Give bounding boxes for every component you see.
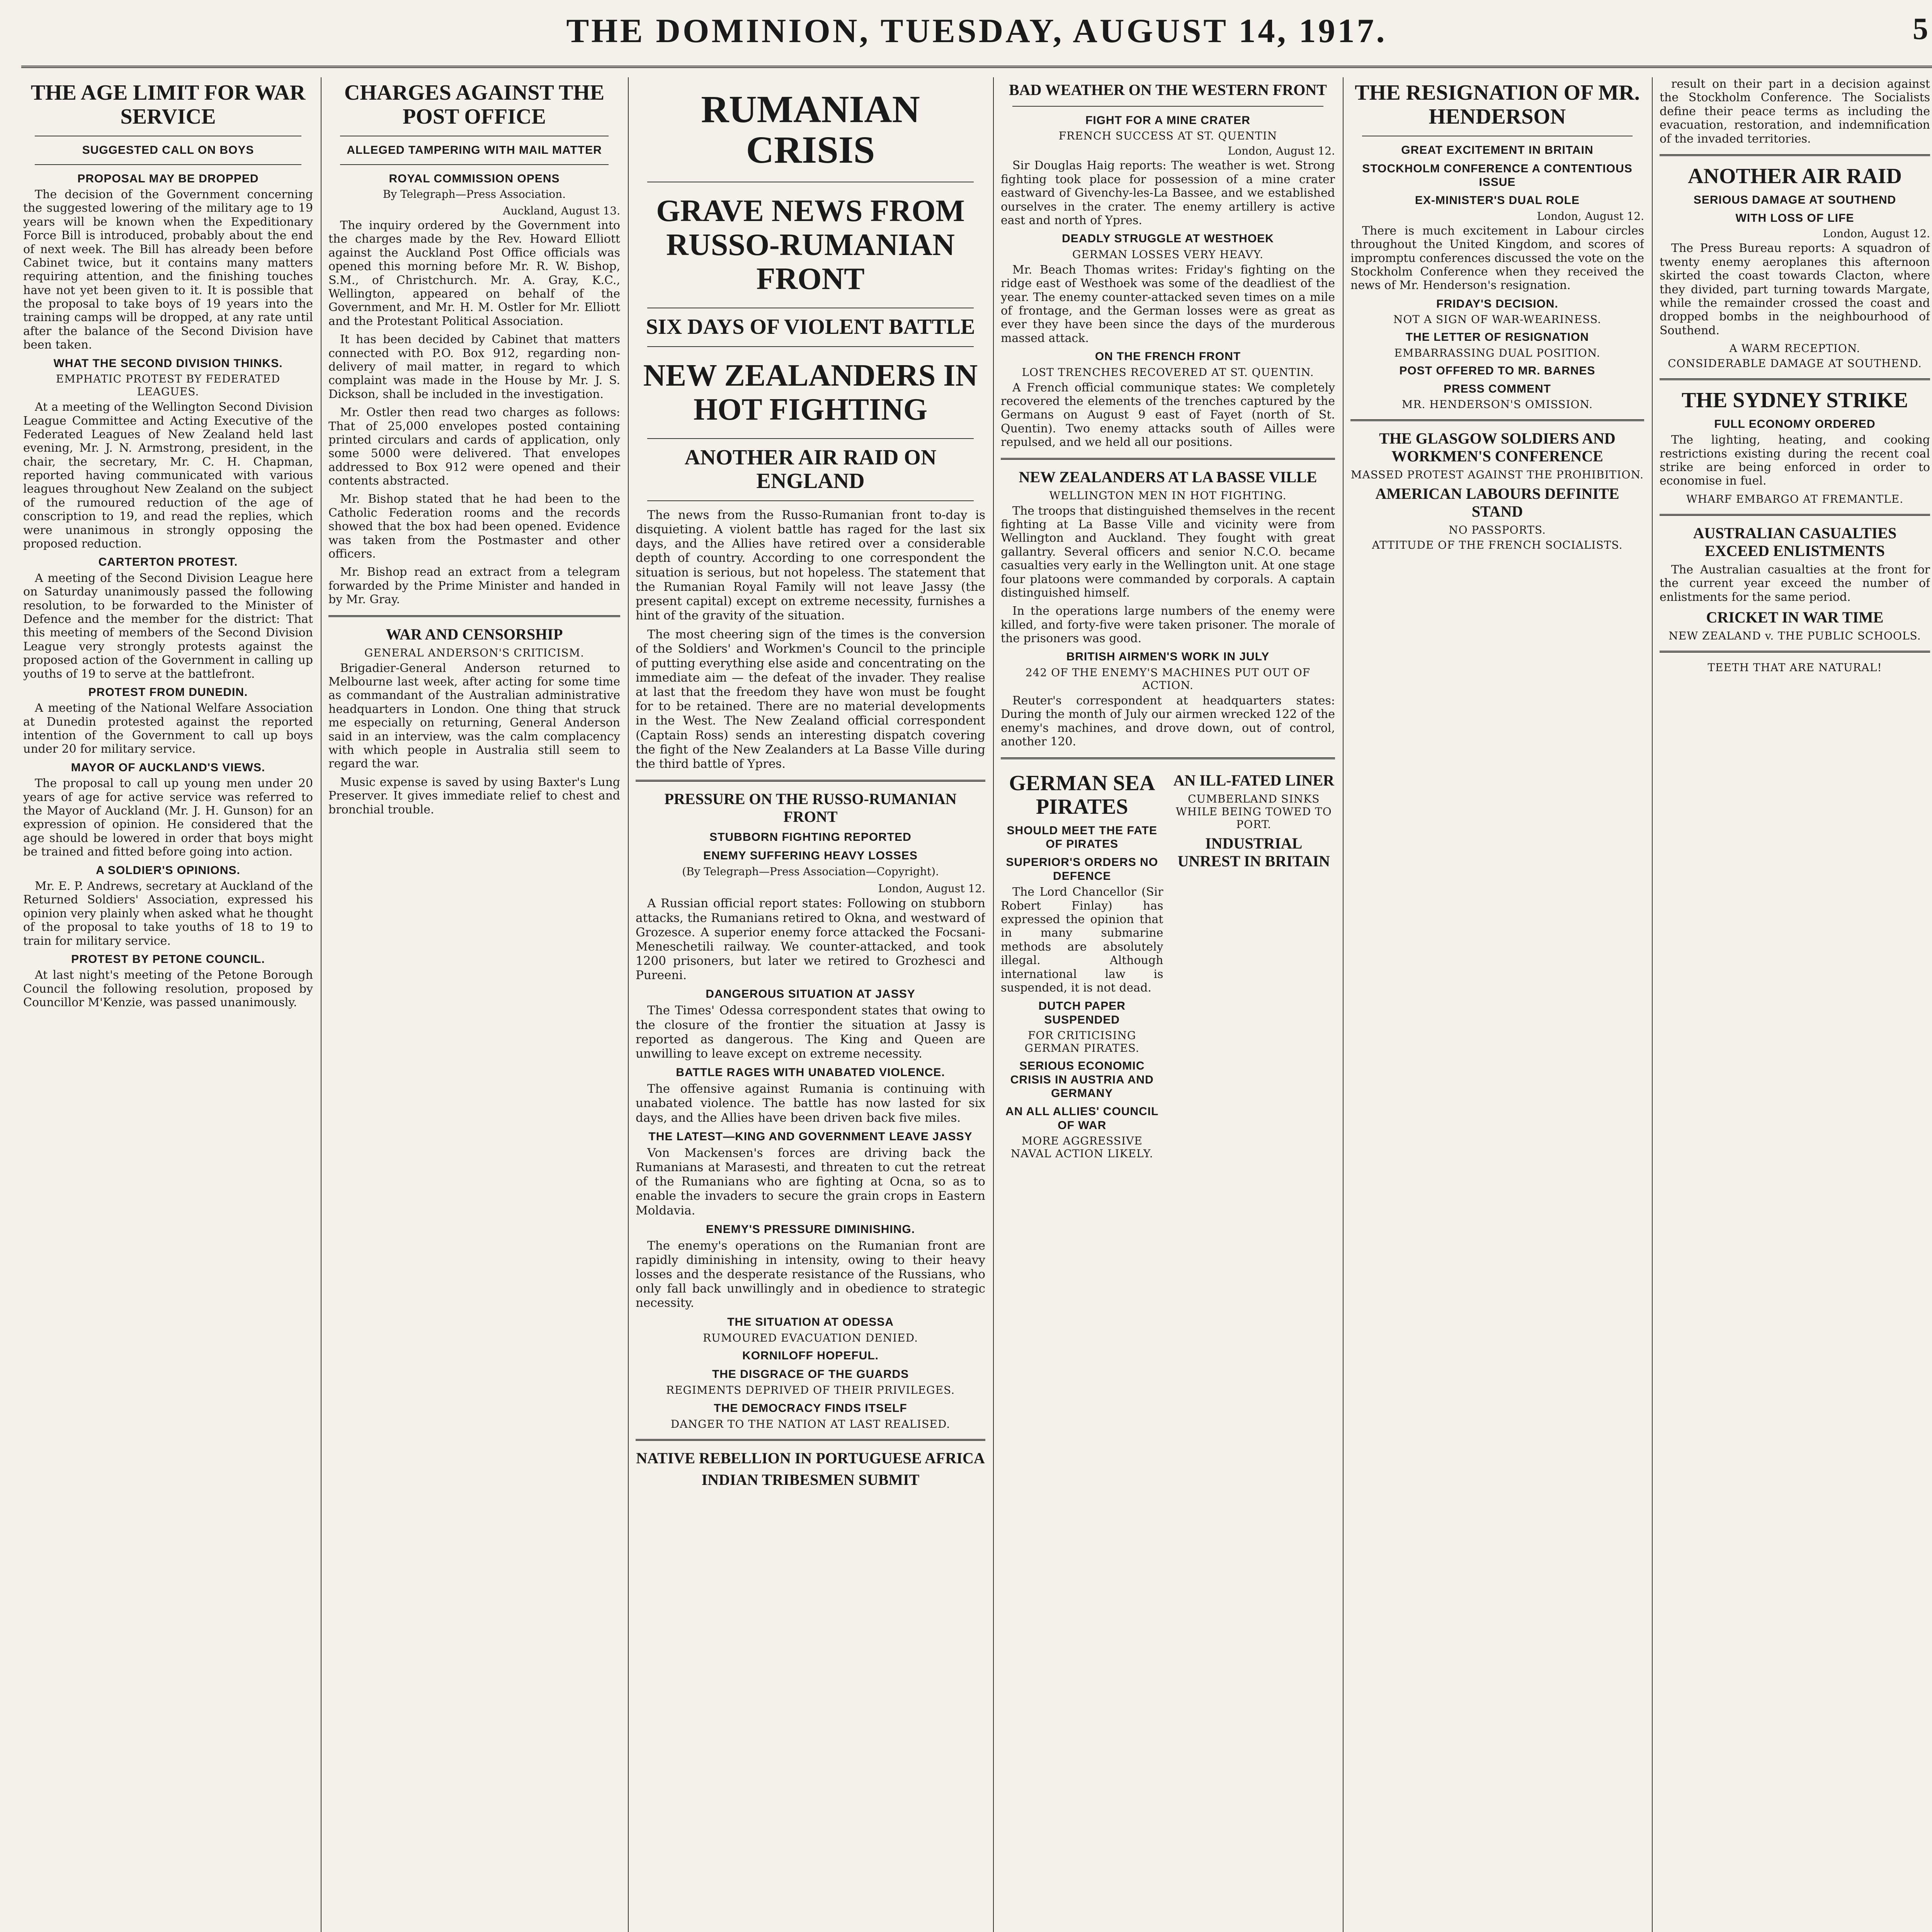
subhead: MORE AGGRESSIVE NAVAL ACTION LIKELY. — [1010, 1134, 1153, 1160]
article-text: A French official communique states: We completely recovered the elements of the trenches captured by the Germans on August 9 east of Fayet (north of St. Quentin). Two enemy attacks south of Ailles were repulsed, and we held all our positions. — [1001, 381, 1335, 449]
subhead: KORNILOFF HOPEFUL. — [742, 1349, 879, 1362]
subhead: MR. HENDERSON'S OMISSION. — [1401, 398, 1593, 411]
article-text: There is much excitement in Labour circles throughout the United Kingdom, and scores of impromptu conferences discussed the vote on the Stockholm Conference when they received the news of Mr. Henderson's resignation. — [1350, 224, 1644, 293]
article-text: It has been decided by Cabinet that matters connected with P.O. Box 912, regarding non-delivery of mail matter, in regard to which complaint was made in the House by Mr. J. S. Dickson, shall be included in the investigation. — [328, 333, 620, 401]
byline: By Telegraph—Press Association. — [383, 187, 566, 201]
column-air-raid — [1660, 77, 1930, 1932]
article-text: Mr. Ostler then read two charges as follows: That of 25,000 envelopes posted containing printed circulars and cards of application, only some 5000 were delivered. That envelopes addressed to Box 912 were opened and their contents abstracted. — [328, 406, 620, 488]
column-age-limit — [23, 77, 313, 1932]
main-headline: RUMANIAN CRISIS — [701, 88, 920, 171]
subhead: GREAT EXCITEMENT IN BRITAIN — [1401, 144, 1594, 157]
subhead: CONSIDERABLE DAMAGE AT SOUTHEND. — [1668, 357, 1922, 370]
article-text: Sir Douglas Haig reports: The weather is wet. Strong fighting took place for possession of a mine crater eastward of Givenchy-les-La Bassee, and we established ourselves in the crater. The enemy artillery is active east and north of Ypres. — [1001, 159, 1335, 228]
article-text: At a meeting of the Wellington Second Division League Committee and Acting Executive of the Federated Leagues of New Zealand held last evening, Mr. J. N. Armstrong, president, in the chair, the secretary, Mr. C. H. Chapman, reported having communicated with various leagues throughout New Zealand on the subject of the rumoured reduction of the age of conscription to 19, and read the replies, which were unanimous in strongly opposing the proposed reduction. — [23, 400, 313, 551]
article-text: The lighting, heating, and cooking restrictions existing during the recent coal strike are being enforced in order to economise in fuel. — [1660, 433, 1930, 488]
subhead: TEETH THAT ARE NATURAL! — [1708, 661, 1882, 674]
article-text: Von Mackensen's forces are driving back the Rumanians at Marasesti, and threaten to cut the retreat of the Rumanians who are fighting at Ocna, so as to enable the invaders to secure the grain crops in Eastern Moldavia. — [636, 1146, 985, 1218]
article-text: Music expense is saved by using Baxter's Lung Preserver. It gives immediate relief to chest and bronchial trouble. — [328, 775, 620, 816]
subhead: CUMBERLAND SINKS WHILE BEING TOWED TO PORT. — [1175, 792, 1332, 831]
dateline: Auckland, August 13. — [503, 204, 620, 217]
article-text: A meeting of the National Welfare Association at Dunedin protested against the reported intention of the Government to call up boys under 20 for military service. — [23, 701, 313, 756]
subhead: SUGGESTED CALL ON BOYS — [82, 144, 254, 157]
subhead: REGIMENTS DEPRIVED OF THEIR PRIVILEGES. — [666, 1384, 955, 1397]
subhead: LOST TRENCHES RECOVERED AT ST. QUENTIN. — [1022, 366, 1314, 379]
headline: THE RESIGNATION OF MR. HENDERSON — [1355, 81, 1640, 129]
article-text: Mr. Bishop read an extract from a telegram forwarded by the Prime Minister and handed in by Mr. Gray. — [328, 565, 620, 607]
article-text: The news from the Russo-Rumanian front to-day is disquieting. A violent battle has raged for the last six days, and the Allies have retired over a considerable depth of country. According to one correspondent the situation is serious, but not hopeless. The statement that the Rumanian Royal Family will not leave Jassy (the present capital) except on extreme necessity, furnishes a hint of the gravity of the situation. — [636, 508, 985, 623]
subhead: THE SITUATION AT ODESSA — [727, 1315, 894, 1328]
article-text: Mr. Bishop stated that he had been to the Catholic Federation rooms and the records showed that the box had been opened. Evidence was taken from the Postmaster and other officers. — [328, 492, 620, 561]
article-text: The Press Bureau reports: A squadron of twenty enemy aeroplanes this afternoon skirted the coast towards Clacton, where they divided, part turning towards Margate, while the remainder crossed the coast and dropped bombs in the neighbourhood of Southend. — [1660, 242, 1930, 337]
headline: ANOTHER AIR RAID — [1688, 164, 1902, 188]
article-text: A Russian official report states: Following on stubborn attacks, the Rumanians retired to Okna, and westward of Grozesce. A superior enemy force attacked the Focsani-Meneschetili railway. We counter-attacked, and took 1200 prisoners, but later we retired to Grozhesci and Pureeni. — [636, 896, 985, 983]
subhead: RUMOURED EVACUATION DENIED. — [703, 1331, 918, 1344]
article-text: The Lord Chancellor (Sir Robert Finlay) has expressed the opinion that in many submarine methods are absolutely illegal. Although international law is suspended, it is not dead. — [1001, 885, 1163, 995]
subhead: NOT A SIGN OF WAR-WEARINESS. — [1393, 313, 1602, 326]
subhead: 242 OF THE ENEMY'S MACHINES PUT OUT OF ACTION. — [1025, 666, 1311, 692]
subhead: ROYAL COMMISSION OPENS — [389, 172, 560, 185]
headline: NEW ZEALANDERS IN HOT FIGHTING — [643, 358, 978, 427]
article-text: The most cheering sign of the times is the conversion of the Soldiers' and Workmen's Council to the principle of putting everything else aside and concentrating on the immediate aim — the defeat of the invader. They realise at last that the freedom they have won must be fought for to be retained. There are no material developments in the West. The New Zealand official correspondent (Captain Ross) sends an interesting dispatch covering the fight of the New Zealanders at La Basse Ville during the third battle of Ypres. — [636, 628, 985, 771]
article-text: The inquiry ordered by the Government into the charges made by the Rev. Howard Elliott against the Auckland Post Office officials was opened this morning before Mr. R. W. Bishop, S.M., of Christchurch. Mr. A. Gray, K.C., Wellington, appeared on behalf of the Government, and Mr. H. M. Ostler for Mr. Elliott and the Protestant Political Association. — [328, 219, 620, 328]
subhead: THE LETTER OF RESIGNATION — [1405, 331, 1589, 344]
subhead: ATTITUDE OF THE FRENCH SOCIALISTS. — [1372, 539, 1623, 552]
headline: INDIAN TRIBESMEN SUBMIT — [701, 1471, 920, 1489]
subhead: EMPHATIC PROTEST BY FEDERATED LEAGUES. — [56, 372, 281, 398]
subhead: FOR CRITICISING GERMAN PIRATES. — [1024, 1029, 1139, 1055]
column-rule — [628, 77, 629, 1932]
subhead: ENEMY SUFFERING HEAVY LOSSES — [703, 849, 918, 862]
headline: PRESSURE ON THE RUSSO-RUMANIAN FRONT — [664, 790, 957, 826]
subhead: WITH LOSS OF LIFE — [1735, 211, 1854, 224]
subhead: NO PASSPORTS. — [1449, 524, 1546, 537]
article-text: Brigadier-General Anderson returned to Melbourne last week, after acting for some time as commandant of the Australian administrative headquarters in London. One thing that struck me especially on returning, General Anderson said in an interview, was the calm complacency with which people in Australia still seem to regard the war. — [328, 661, 620, 771]
subhead: GENERAL ANDERSON'S CRITICISM. — [364, 646, 585, 659]
subhead: STOCKHOLM CONFERENCE A CONTENTIOUS ISSUE — [1362, 162, 1633, 189]
subhead: CARTERTON PROTEST. — [98, 556, 238, 569]
subhead: EMBARRASSING DUAL POSITION. — [1394, 346, 1600, 359]
subhead: BRITISH AIRMEN'S WORK IN JULY — [1066, 650, 1270, 663]
column-rule — [993, 77, 994, 1932]
subhead: SHOULD MEET THE FATE OF PIRATES — [1007, 824, 1157, 851]
column-rule — [1343, 77, 1344, 1932]
headline: CHARGES AGAINST THE POST OFFICE — [344, 81, 605, 129]
article-text: The Australian casualties at the front for the current year exceed the number of enlistments for the same period. — [1660, 563, 1930, 604]
dateline: London, August 12. — [1228, 145, 1335, 158]
article-text: In the operations large numbers of the enemy were killed, and forty-five were taken prisoner. The morale of the prisoners was good. — [1001, 604, 1335, 646]
headline: THE AGE LIMIT FOR WAR SERVICE — [31, 81, 306, 129]
article-text: At last night's meeting of the Petone Borough Council the following resolution, proposed by Councillor M'Kenzie, was passed unanimously. — [23, 968, 313, 1010]
article-text: Mr. Beach Thomas writes: Friday's fighting on the ridge east of Westhoek was some of the deadliest of the year. The enemy counter-attacked seven times on a mile of frontage, and the German losses were as great as ever they have been since the days of the murderous massed attack. — [1001, 263, 1335, 345]
dateline: London, August 12. — [1537, 209, 1644, 223]
subhead: DEADLY STRUGGLE AT WESTHOEK — [1062, 232, 1274, 245]
subhead: FULL ECONOMY ORDERED — [1714, 417, 1876, 430]
subhead: A SOLDIER'S OPINIONS. — [96, 864, 240, 877]
byline: (By Telegraph—Press Association—Copyright). — [682, 865, 939, 878]
subhead: DANGER TO THE NATION AT LAST REALISED. — [670, 1417, 951, 1430]
column-henderson — [1350, 77, 1644, 1932]
subhead: WHARF EMBARGO AT FREMANTLE. — [1686, 492, 1904, 505]
column-post-office — [328, 77, 620, 1932]
subhead: FRIDAY'S DECISION. — [1436, 297, 1558, 310]
subhead: NEW ZEALAND v. THE PUBLIC SCHOOLS. — [1668, 629, 1921, 642]
article-text: The decision of the Government concerning the suggested lowering of the military age to 19 years will be known when the Expeditionary Force Bill is introduced, probably about the end of next week. The Bill has already been before Cabinet twice, but it contains many matters requiring attention, and the finishing touches have not yet been given to it. It is possible that the proposal to take boys of 19 years into the training camps will be dropped, at any rate until after the balance of the Second Division have been taken. — [23, 187, 313, 352]
headline: GERMAN SEA PIRATES — [1009, 771, 1155, 819]
subhead: THE DISGRACE OF THE GUARDS — [712, 1368, 909, 1381]
subhead: DUTCH PAPER SUSPENDED — [1038, 1000, 1126, 1026]
subhead: PROPOSAL MAY BE DROPPED — [77, 172, 259, 185]
subhead: MAYOR OF AUCKLAND'S VIEWS. — [71, 761, 265, 774]
sub-column — [1001, 768, 1163, 1163]
article-text: Reuter's correspondent at headquarters states: During the month of July our airmen wrecked 122 of the enemy's machines, and drove down, out of control, another 120. — [1001, 694, 1335, 749]
subhead: PROTEST BY PETONE COUNCIL. — [71, 952, 265, 966]
subhead: DANGEROUS SITUATION AT JASSY — [706, 988, 915, 1001]
headline: NEW ZEALANDERS AT LA BASSE VILLE — [1019, 468, 1317, 486]
subhead: WHAT THE SECOND DIVISION THINKS. — [53, 357, 283, 370]
dateline: London, August 12. — [1823, 227, 1930, 240]
article-text: A meeting of the Second Division League here on Saturday unanimously passed the following resolution, to be forwarded to the Minister of Defence and the member for the district: That this meeting of members of the Second Division League very strongly protests against the proposed action of the Government in calling up youths of 19 to serve at the battlefront. — [23, 571, 313, 681]
subhead: FIGHT FOR A MINE CRATER — [1085, 114, 1250, 127]
subhead: ON THE FRENCH FRONT — [1095, 350, 1241, 363]
article-text: The enemy's operations on the Rumanian front are rapidly diminishing in intensity, owing to their heavy losses and the desperate resistance of the Russians, who only fall back unwillingly and in obedience to strategic necessity. — [636, 1238, 985, 1310]
headline: NATIVE REBELLION IN PORTUGUESE AFRICA — [636, 1449, 985, 1467]
dateline: London, August 12. — [878, 882, 985, 895]
subhead: ALLEGED TAMPERING WITH MAIL MATTER — [347, 144, 602, 157]
subhead: THE DEMOCRACY FINDS ITSELF — [714, 1401, 907, 1415]
subhead: EX-MINISTER'S DUAL ROLE — [1415, 194, 1580, 207]
subhead: PROTEST FROM DUNEDIN. — [88, 685, 248, 699]
headline: SIX DAYS OF VIOLENT BATTLE — [646, 315, 975, 339]
subhead: A WARM RECEPTION. — [1729, 342, 1861, 355]
masthead — [21, 8, 1932, 68]
headline: AMERICAN LABOURS DEFINITE STAND — [1375, 485, 1619, 520]
headline: GRAVE NEWS FROM RUSSO-RUMANIAN FRONT — [656, 194, 965, 296]
subhead: THE LATEST—KING AND GOVERNMENT LEAVE JASSY — [648, 1130, 973, 1143]
subhead: GERMAN LOSSES VERY HEAVY. — [1072, 248, 1264, 261]
subhead: AN ALL ALLIES' COUNCIL OF WAR — [1005, 1105, 1159, 1132]
masthead-title: THE DOMINION, TUESDAY, AUGUST 14, 1917. — [566, 12, 1387, 50]
subhead: MASSED PROTEST AGAINST THE PROHIBITION. — [1350, 468, 1644, 481]
subhead: SERIOUS ECONOMIC CRISIS IN AUSTRIA AND GERMANY — [1010, 1060, 1154, 1100]
article-text: The proposal to call up young men under 20 years of age for active service was referred to the Mayor of Auckland (Mr. J. H. Gunson) for an expression of opinion. He considered that the age should be lowered in order that boys might be trained and fitted before going into action. — [23, 777, 313, 859]
subhead: WELLINGTON MEN IN HOT FIGHTING. — [1049, 489, 1287, 502]
headline: CRICKET IN WAR TIME — [1706, 608, 1884, 626]
headline: THE GLASGOW SOLDIERS AND WORKMEN'S CONFERENCE — [1379, 430, 1616, 465]
subhead: ENEMY'S PRESSURE DIMINISHING. — [706, 1223, 915, 1236]
column-rule — [1652, 77, 1653, 1932]
page-number: 5 — [1913, 12, 1928, 46]
subhead: STUBBORN FIGHTING REPORTED — [709, 831, 912, 844]
subhead: PRESS COMMENT — [1443, 382, 1551, 395]
headline: ANOTHER AIR RAID ON ENGLAND — [684, 445, 937, 493]
article-text: Mr. E. P. Andrews, secretary at Auckland of the Returned Soldiers' Association, expressed his opinion very plainly when asked what he thought of the proposal to take youths of 18 to 19 to train for military service. — [23, 879, 313, 948]
headline: BAD WEATHER ON THE WESTERN FRONT — [1009, 81, 1327, 99]
subhead: BATTLE RAGES WITH UNABATED VIOLENCE. — [676, 1066, 945, 1079]
subhead: POST OFFERED TO MR. BARNES — [1399, 364, 1595, 377]
two-col-block — [1001, 768, 1335, 1163]
headline: INDUSTRIAL UNREST IN BRITAIN — [1177, 834, 1330, 870]
article-text: The troops that distinguished themselves in the recent fighting at La Basse Ville and vicinity were from Wellington and Auckland. They fought with great gallantry. Several officers and senior N.C.O. became casualties very early in the Wellington unit. At one stage four platoons were commanded by corporals. A captain distinguished himself. — [1001, 504, 1335, 600]
sub-column — [1173, 768, 1335, 1163]
column-western-front — [1001, 77, 1335, 1932]
headline: AN ILL-FATED LINER — [1173, 771, 1334, 789]
headline: WAR AND CENSORSHIP — [386, 625, 563, 643]
headline: THE SYDNEY STRIKE — [1681, 388, 1908, 413]
subhead: FRENCH SUCCESS AT ST. QUENTIN — [1058, 129, 1277, 143]
column-rumanian-crisis — [636, 77, 985, 1932]
subhead: SERIOUS DAMAGE AT SOUTHEND — [1693, 193, 1896, 206]
headline: AUSTRALIAN CASUALTIES EXCEED ENLISTMENTS — [1693, 524, 1897, 560]
subhead: SUPERIOR'S ORDERS NO DEFENCE — [1006, 856, 1158, 883]
article-text: The Times' Odessa correspondent states that owing to the closure of the frontier the situation at Jassy is reported as dangerous. The King and Queen are unwilling to leave except on extreme necessity. — [636, 1003, 985, 1061]
article-text: result on their part in a decision against the Stockholm Conference. The Socialists define their peace terms as including the evacuation, restoration, and indemnification of the invaded territories. — [1660, 77, 1930, 146]
article-text: The offensive against Rumania is continuing with unabated violence. The battle has now lasted for six days, and the Allies have been driven back five miles. — [636, 1082, 985, 1125]
